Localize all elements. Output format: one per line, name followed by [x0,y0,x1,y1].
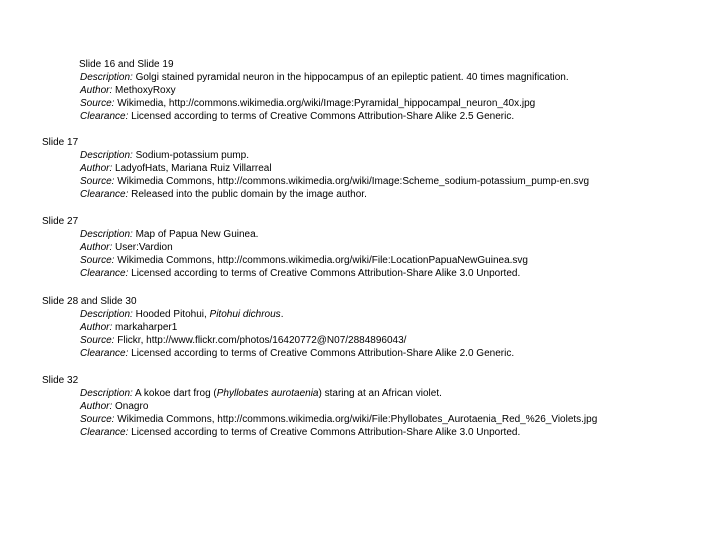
credit-line [80,97,535,110]
credit-label: Clearance: [80,348,129,359]
credit-label: Description: [80,150,133,161]
credit-label: Description: [80,229,133,240]
credit-value: Licensed according to terms of Creative Commons Attribution-Share Alike 2.5 Generic. [128,111,515,122]
credit-label: Author: [80,242,113,253]
credit-line [80,84,176,97]
credit-value: Golgi stained pyramidal neuron in the hippocampus of an epileptic patient. 40 times magnification. [132,72,569,83]
credit-line [80,241,173,254]
credit-line [80,334,406,347]
credit-line [80,175,589,188]
credit-value: Onagro [112,401,149,412]
credit-value: Licensed according to terms of Creative Commons Attribution-Share Alike 3.0 Unported. [128,427,521,438]
slide-heading: Slide 27 [42,216,79,227]
credit-label: Clearance: [80,111,129,122]
credit-value: A kokoe dart frog ( [132,388,217,399]
credit-label: Author: [80,322,113,333]
credit-value: Wikimedia Commons, http://commons.wikimedia.org/wiki/File:Phyllobates_Aurotaenia_Red_%26_Violets.jpg [114,414,598,425]
credit-line [80,426,520,439]
credit-line [80,228,258,241]
credit-label: Clearance: [80,268,129,279]
credit-value: Hooded Pitohui, [132,309,210,320]
credit-label: Description: [80,309,133,320]
credit-line [80,400,148,413]
credit-label: Clearance: [80,427,129,438]
credit-line [80,110,514,123]
credit-value: Released into the public domain by the image author. [128,189,367,200]
credit-value: MethoxyRoxy [112,85,176,96]
credit-label: Source: [80,176,115,187]
credit-line [80,254,528,267]
credit-value: LadyofHats, Mariana Ruiz Villarreal [112,163,272,174]
species-name: Phyllobates aurotaenia [216,388,319,399]
credit-line [80,149,249,162]
credit-value: markaharper1 [112,322,178,333]
credit-value: Flickr, http://www.flickr.com/photos/16420772@N07/2884896043/ [114,335,407,346]
credit-label: Source: [80,335,115,346]
credit-label: Source: [80,98,115,109]
credit-value: Wikimedia Commons, http://commons.wikimedia.org/wiki/Image:Scheme_sodium-potassium_pump-en.svg [114,176,590,187]
credit-value: User:Vardion [112,242,173,253]
credit-line [80,308,283,321]
credit-label: Description: [80,72,133,83]
slide-heading: Slide 32 [42,375,79,386]
credit-line [80,71,569,84]
credit-value: Sodium-potassium pump. [132,150,249,161]
credit-line [80,413,597,426]
credit-value: Licensed according to terms of Creative Commons Attribution-Share Alike 2.0 Generic. [128,348,515,359]
credit-label: Author: [80,163,113,174]
credit-label: Source: [80,255,115,266]
credit-line [80,267,520,280]
credit-value: Map of Papua New Guinea. [132,229,259,240]
credit-value: Wikimedia, http://commons.wikimedia.org/wiki/Image:Pyramidal_hippocampal_neuron_40x.jpg [114,98,536,109]
credit-line [80,321,177,334]
slide-heading: Slide 17 [42,137,79,148]
credit-line [80,347,514,360]
credit-label: Description: [80,388,133,399]
credit-value: Licensed according to terms of Creative Commons Attribution-Share Alike 3.0 Unported. [128,268,521,279]
credit-value: . [280,309,284,320]
credit-value: ) staring at an African violet. [318,388,442,399]
credit-label: Author: [80,401,113,412]
species-name: Pitohui dichrous [209,309,281,320]
credit-line [80,387,442,400]
credit-label: Source: [80,414,115,425]
credit-label: Author: [80,85,113,96]
slide-heading: Slide 16 and Slide 19 [79,59,174,70]
credit-label: Clearance: [80,189,129,200]
credit-value: Wikimedia Commons, http://commons.wikimedia.org/wiki/File:LocationPapuaNewGuinea.svg [114,255,528,266]
credit-line [80,188,367,201]
credit-line [80,162,272,175]
slide-heading: Slide 28 and Slide 30 [42,296,137,307]
